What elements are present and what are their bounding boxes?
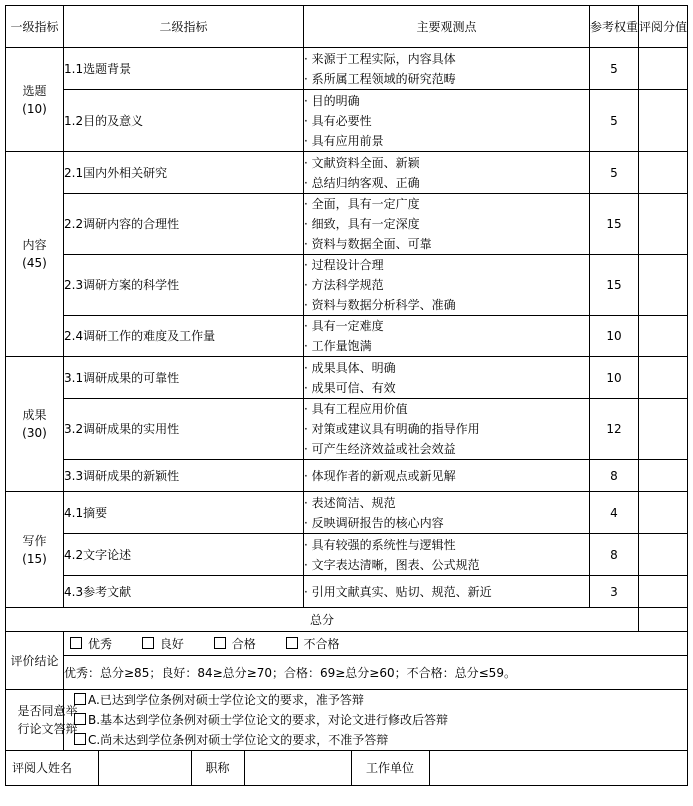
weight-value: 8 [590, 460, 639, 492]
checkbox-icon[interactable] [142, 637, 154, 649]
header-row [6, 6, 688, 48]
observation-points: · 表述简洁、规范 · 反映调研报告的核心内容 [304, 492, 590, 534]
checkbox-icon[interactable] [74, 693, 86, 705]
conclusion-label: 评价结论 [6, 632, 64, 690]
total-row [6, 608, 688, 632]
score-cell[interactable] [639, 492, 688, 534]
checkbox-icon[interactable] [286, 637, 298, 649]
weight-value: 8 [590, 534, 639, 576]
table-row [6, 492, 688, 534]
sub-indicator: 4.1摘要 [64, 492, 304, 534]
unit-label: 工作单位 [351, 751, 429, 785]
observation-points: · 目的明确 · 具有必要性 · 具有应用前景 [304, 90, 590, 152]
table-row [6, 357, 688, 399]
score-cell[interactable] [639, 357, 688, 399]
table-row [6, 194, 688, 255]
group-content: 内容 (45) [6, 152, 64, 357]
sub-indicator: 1.2目的及意义 [64, 90, 304, 152]
header-score: 评阅分值 [639, 6, 688, 48]
weight-value: 10 [590, 357, 639, 399]
sub-indicator: 2.2调研内容的合理性 [64, 194, 304, 255]
group-results: 成果 (30) [6, 357, 64, 492]
weight-value: 12 [590, 399, 639, 460]
checkbox-icon[interactable] [70, 637, 82, 649]
unit-field[interactable] [429, 751, 687, 785]
title-label: 职称 [191, 751, 244, 785]
reviewer-info [6, 751, 688, 786]
option-pass[interactable]: 合格 [214, 635, 256, 653]
group-topic: 选题 (10) [6, 48, 64, 152]
observation-points: · 来源于工程实际，内容具体 · 系所属工程领域的研究范畴 [304, 48, 590, 90]
sub-indicator: 2.3调研方案的科学性 [64, 255, 304, 316]
option-fail[interactable]: 不合格 [286, 635, 340, 653]
reviewer-name-label: 评阅人姓名 [6, 751, 98, 785]
conclusion-options [64, 632, 688, 656]
defense-option-b[interactable]: B.基本达到学位条例对硕士学位论文的要求，对论文进行修改后答辩 [64, 710, 687, 730]
table-row [6, 48, 688, 90]
weight-value: 4 [590, 492, 639, 534]
score-cell[interactable] [639, 48, 688, 90]
weight-value: 5 [590, 90, 639, 152]
table-row [6, 576, 688, 608]
observation-points: · 过程设计合理 · 方法科学规范 · 资料与数据分析科学、准确 [304, 255, 590, 316]
weight-value: 15 [590, 255, 639, 316]
sub-indicator: 3.1调研成果的可靠性 [64, 357, 304, 399]
criteria-row [6, 656, 688, 690]
table-row [6, 534, 688, 576]
score-cell[interactable] [639, 460, 688, 492]
option-excellent[interactable]: 优秀 [70, 635, 112, 653]
total-label: 总分 [6, 608, 639, 632]
observation-points: · 具有一定难度 · 工作量饱满 [304, 316, 590, 357]
header-level2: 二级指标 [64, 6, 304, 48]
weight-value: 10 [590, 316, 639, 357]
sub-indicator: 3.3调研成果的新颖性 [64, 460, 304, 492]
sub-indicator: 2.4调研工作的难度及工作量 [64, 316, 304, 357]
option-good[interactable]: 良好 [142, 635, 184, 653]
table-row [6, 255, 688, 316]
defense-option-c[interactable]: C.尚未达到学位条例对硕士学位论文的要求，不准予答辩 [64, 730, 687, 750]
observation-points: · 引用文献真实、贴切、规范、新近 [304, 576, 590, 608]
score-cell[interactable] [639, 399, 688, 460]
observation-points: · 体现作者的新观点或新见解 [304, 460, 590, 492]
defense-options [64, 690, 688, 751]
score-cell[interactable] [639, 152, 688, 194]
checkbox-icon[interactable] [214, 637, 226, 649]
defense-label: 是否同意举 行论文答辩 [6, 690, 64, 751]
score-cell[interactable] [639, 534, 688, 576]
sub-indicator: 2.1国内外相关研究 [64, 152, 304, 194]
reviewer-name-field[interactable] [98, 751, 191, 785]
weight-value: 5 [590, 48, 639, 90]
reviewer-row [6, 751, 688, 786]
score-cell[interactable] [639, 255, 688, 316]
table-row [6, 399, 688, 460]
group-writing: 写作 (15) [6, 492, 64, 608]
sub-indicator: 4.3参考文献 [64, 576, 304, 608]
defense-option-a[interactable]: A.已达到学位条例对硕士学位论文的要求，准予答辩 [64, 690, 687, 710]
observation-points: · 全面，具有一定广度 · 细致，具有一定深度 · 资料与数据全面、可靠 [304, 194, 590, 255]
weight-value: 3 [590, 576, 639, 608]
defense-row [6, 690, 688, 751]
weight-value: 15 [590, 194, 639, 255]
observation-points: · 具有较强的系统性与逻辑性 · 文字表达清晰，图表、公式规范 [304, 534, 590, 576]
sub-indicator: 4.2文字论述 [64, 534, 304, 576]
sub-indicator: 3.2调研成果的实用性 [64, 399, 304, 460]
checkbox-icon[interactable] [74, 713, 86, 725]
table-row [6, 460, 688, 492]
weight-value: 5 [590, 152, 639, 194]
score-cell[interactable] [639, 316, 688, 357]
score-cell[interactable] [639, 576, 688, 608]
checkbox-icon[interactable] [74, 733, 86, 745]
header-level1: 一级指标 [6, 6, 64, 48]
evaluation-table [5, 5, 688, 786]
sub-indicator: 1.1选题背景 [64, 48, 304, 90]
conclusion-row [6, 632, 688, 656]
total-score-cell[interactable] [639, 608, 688, 632]
reviewer-table [6, 751, 687, 785]
table-row [6, 152, 688, 194]
header-observation: 主要观测点 [304, 6, 590, 48]
grading-criteria: 优秀：总分≥85；良好：84≥总分≥70；合格：69≥总分≥60；不合格：总分≤59。 [64, 656, 688, 690]
header-weight: 参考权重 [590, 6, 639, 48]
table-row [6, 316, 688, 357]
observation-points: · 具有工程应用价值 · 对策或建议具有明确的指导作用 · 可产生经济效益或社会效益 [304, 399, 590, 460]
table-row [6, 90, 688, 152]
score-cell[interactable] [639, 90, 688, 152]
observation-points: · 成果具体、明确 · 成果可信、有效 [304, 357, 590, 399]
title-field[interactable] [244, 751, 351, 785]
score-cell[interactable] [639, 194, 688, 255]
observation-points: · 文献资料全面、新颖 · 总结归纳客观、正确 [304, 152, 590, 194]
